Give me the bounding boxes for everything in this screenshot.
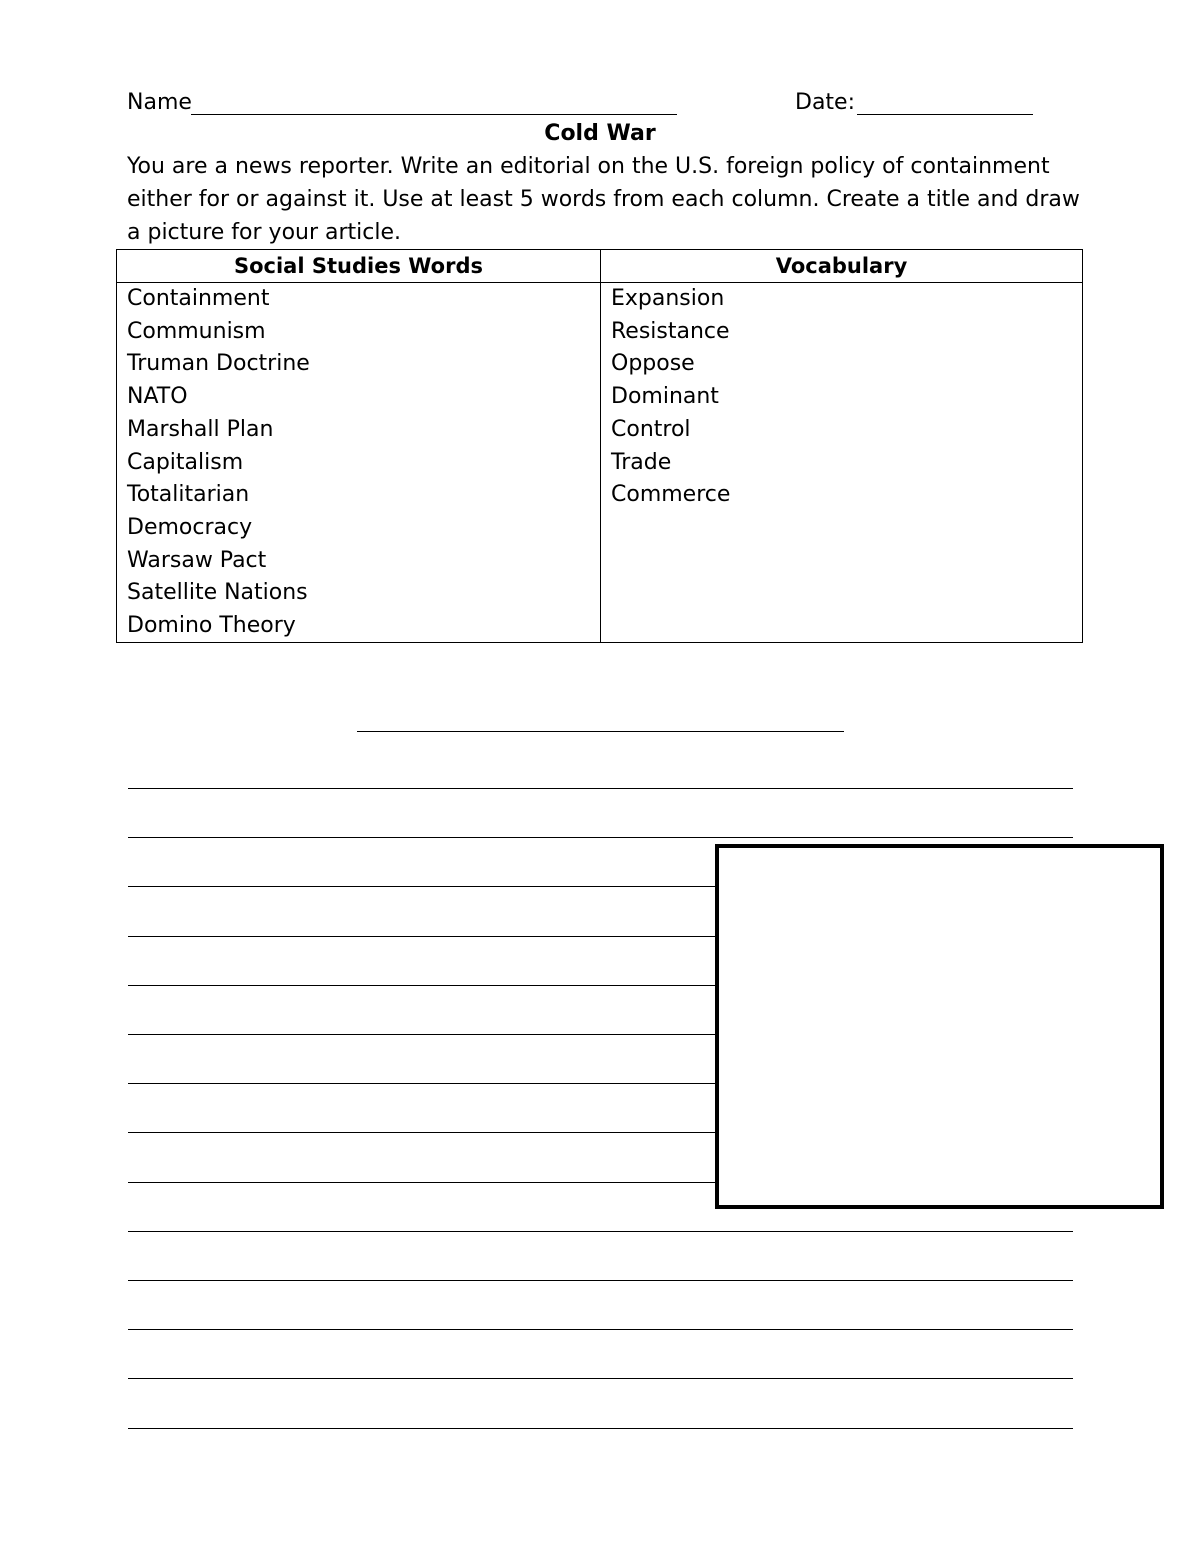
vocabulary-list xyxy=(601,283,1082,512)
article-title-line[interactable] xyxy=(357,731,844,732)
list-item: Democracy xyxy=(127,514,253,540)
social-studies-column xyxy=(117,250,601,642)
list-item: Warsaw Pact xyxy=(127,547,267,573)
list-item: Containment xyxy=(127,286,270,311)
list-item: Dominant xyxy=(611,384,719,410)
social-studies-list xyxy=(117,283,600,643)
list-item: Oppose xyxy=(611,351,695,377)
social-studies-header: Social Studies Words xyxy=(117,250,600,283)
list-item: Control xyxy=(611,416,691,442)
writing-line[interactable] xyxy=(128,1329,1073,1330)
date-blank-line[interactable] xyxy=(857,114,1033,115)
picture-box[interactable] xyxy=(715,844,1164,1209)
writing-line[interactable] xyxy=(128,1280,1073,1281)
list-item: Satellite Nations xyxy=(127,580,308,606)
list-item: Domino Theory xyxy=(127,613,296,639)
list-item: Expansion xyxy=(611,286,725,311)
name-blank-line[interactable] xyxy=(191,114,677,115)
writing-line[interactable] xyxy=(128,1231,1073,1232)
header-row xyxy=(127,86,1037,118)
date-label: Date: xyxy=(795,90,855,115)
list-item: Totalitarian xyxy=(127,482,250,508)
list-item: Resistance xyxy=(611,318,730,344)
writing-line[interactable] xyxy=(128,788,1073,789)
word-table xyxy=(116,249,1083,643)
writing-line[interactable] xyxy=(128,837,1073,838)
list-item: Truman Doctrine xyxy=(127,351,310,377)
page-title: Cold War xyxy=(544,121,656,146)
vocabulary-column xyxy=(601,250,1082,642)
list-item: Capitalism xyxy=(127,449,244,475)
writing-line[interactable] xyxy=(128,1428,1073,1429)
list-item: Communism xyxy=(127,318,266,344)
list-item: NATO xyxy=(127,384,188,410)
instructions-text: You are a news reporter. Write an editorial on the U.S. foreign policy of containment either for or against it. Use at least 5 words from each column. Create a title and draw a picture for your article. xyxy=(127,154,1080,245)
list-item: Trade xyxy=(611,449,672,475)
writing-line[interactable] xyxy=(128,1378,1073,1379)
name-label: Name xyxy=(127,90,192,115)
list-item: Marshall Plan xyxy=(127,416,274,442)
list-item: Commerce xyxy=(611,482,731,508)
vocabulary-header: Vocabulary xyxy=(601,250,1082,283)
